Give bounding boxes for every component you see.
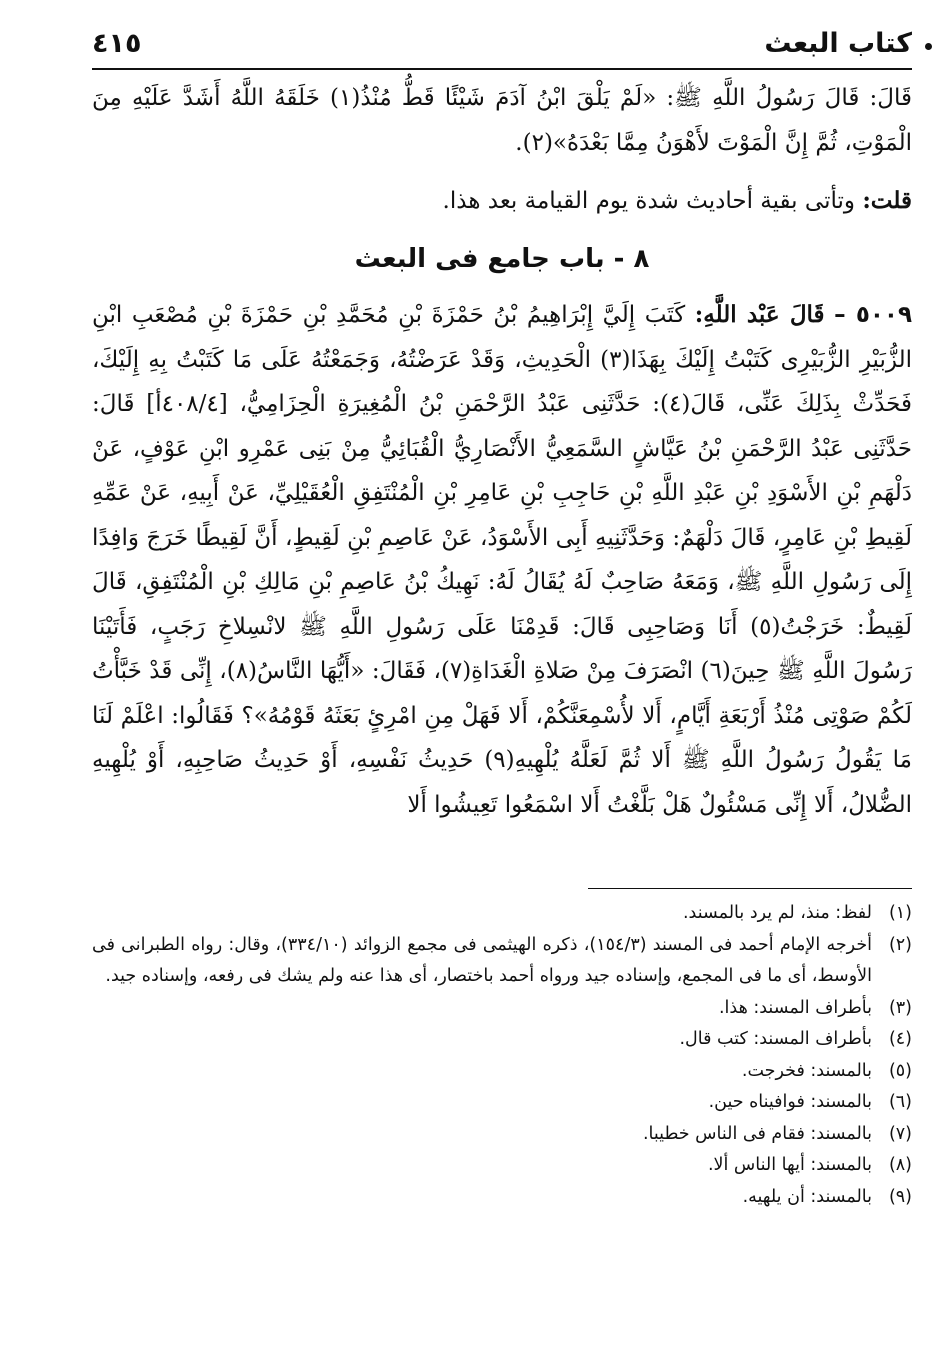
footnote	[92, 930, 912, 993]
hadith-number: ٥٠٠٩ –	[834, 302, 912, 328]
footnote-number: (٣)	[888, 997, 912, 1018]
page-number: ٤١٥	[92, 28, 142, 59]
main-text	[92, 76, 912, 827]
intro-paragraph: قَالَ: قَالَ رَسُولُ اللَّهِ ﷺ: «لَمْ يَلْقَ ابْنُ آدَمَ شَيْئًا قَطُّ مُنْذُ(١) خَلَقَهُ اللَّهُ أَشَدَّ عَلَيْهِ مِنَ الْمَوْتِ، ثُمَّ إِنَّ الْمَوْتَ لأَهْوَنُ مِمَّا بَعْدَهُ»(٢).	[92, 85, 912, 156]
footnote-text: بالمسند: فوافيناه حين.	[708, 1092, 872, 1112]
footnote-text: بالمسند: فقام فى الناس خطيبا.	[642, 1123, 872, 1144]
running-header	[92, 28, 912, 68]
footnote-text: أخرجه الإمام أحمد فى المسند (١٥٤/٣)، ذكره الهيثمى فى مجمع الزوائد (٣٣٤/١٠)، وقال: رواه الطبرانى فى الأوسط، أى ما فى المجمع، وإسناده جيد ورواه أحمد باختصار، أى هذا عنه ولم يشك فى رفعه، وإسناده جيد.	[92, 934, 872, 986]
note-paragraph	[92, 179, 912, 223]
footnote-text: بالمسند: أيها الناس ألا.	[707, 1155, 872, 1175]
footnote-number: (١)	[888, 903, 912, 923]
footnote	[92, 993, 912, 1025]
footnote-number: (٩)	[888, 1186, 912, 1207]
footnote-number: (٨)	[888, 1155, 912, 1175]
footnote	[92, 1119, 912, 1151]
hadith-narrator: قَالَ عَبْد اللَّهِ:	[694, 301, 825, 328]
footnote-divider	[588, 888, 912, 889]
note-text: وتأتى بقية أحاديث شدة يوم القيامة بعد هذا.	[442, 188, 855, 214]
bullet-dot	[925, 43, 932, 50]
footnote	[92, 1056, 912, 1088]
hadith-text: كَتَبَ إِلَيَّ إِبْرَاهِيمُ بْنُ حَمْزَةَ بْنِ مُحَمَّدِ بْنِ حَمْزَةَ بْنِ مُصْعَبِ ابْنِ الزُّبَيْرِ الزُّبَيْرِى كَتَبْتُ إِلَيْكَ بِهَذَا(٣) الْحَدِيثِ، وَقَدْ عَرَضْتُهُ، وَجَمَعْتُهُ عَلَى مَا كَتَبْتُ بِهِ إِلَيْكَ، فَحَدِّثْ بِذَلِكَ عَنِّى، قَالَ(٤): حَدَّثَنِى عَبْدُ الرَّحْمَنِ بْنُ الْمُغِيرَةِ الْحِزَامِيُّ، [٤٠٨/٤أ] قَالَ: حَدَّثَنِى عَبْدُ الرَّحْمَنِ بْنُ عَيَّاشٍ السَّمَعِيُّ الأَنْصَارِيُّ الْقُبَائِيُّ مِنْ بَنِى عَمْرِو ابْنِ عَوْفٍ، عَنْ دَلْهَمِ بْنِ الأَسْوَدِ بْنِ عَبْدِ اللَّهِ بْنِ حَاجِبِ بْنِ عَامِرِ بْنِ الْمُنْتَفِقِ الْعُقَيْلِيِّ، عَنْ أَبِيهِ، عَنْ عَمِّهِ لَقِيطِ بْنِ عَامِرٍ، قَالَ دَلْهَمٌ: وَحَدَّثَنِيهِ أَبِى الأَسْوَدُ، عَنْ عَاصِمِ بْنِ لَقِيطٍ، أَنَّ لَقِيطًا خَرَجَ وَافِدًا إِلَى رَسُولِ اللَّهِ ﷺ، وَمَعَهُ صَاحِبٌ لَهُ يُقَالُ لَهُ: نَهِيكُ بْنُ عَاصِمِ بْنِ مَالِكِ بْنِ الْمُنْتَفِقِ، قَالَ لَقِيطٌ: خَرَجْتُ(٥) أَنَا وَصَاحِبِى قَالَ: قَدِمْنَا عَلَى رَسُولِ اللَّهِ ﷺ لانْسِلاخِ رَجَبٍ، فَأَتَيْنَا رَسُولَ اللَّهِ ﷺ حِينَ(٦) انْصَرَفَ مِنْ صَلاةِ الْغَدَاةِ(٧)، فَقَالَ: «أَيُّهَا النَّاسُ(٨)، إِنِّى قَدْ خَبَّأْتُ لَكُمْ صَوْتِى مُنْذُ أَرْبَعَةِ أَيَّامٍ، أَلا لأُسْمِعَنَّكُمْ، أَلا فَهَلْ مِنِ امْرِئٍ بَعَثَهُ قَوْمُهُ»؟ فَقَالُوا: اعْلَمْ لَنَا مَا يَقُولُ رَسُولُ اللَّهِ ﷺ أَلا ثُمَّ لَعَلَّهُ يُلْهِيهِ(٩) حَدِيثُ نَفْسِهِ، أَوْ حَدِيثُ صَاحِبِهِ، أَوْ يُلْهِيهِ الضُّلالُ، أَلا إِنِّى مَسْئُولٌ هَلْ بَلَّغْتُ أَلا اسْمَعُوا تَعِيشُوا أَلا	[92, 302, 913, 818]
footnote	[92, 1150, 912, 1182]
footnotes	[92, 898, 912, 1213]
footnote-text: بالمسند: أن يلهيه.	[742, 1186, 872, 1207]
note-label: قلت:	[862, 187, 912, 214]
footnote-text: بأطراف المسند: هذا.	[718, 997, 872, 1018]
footnote	[92, 898, 912, 930]
hadith-paragraph	[92, 293, 912, 827]
footnote-text: بأطراف المسند: كتب قال.	[679, 1029, 872, 1049]
footnote	[92, 1182, 912, 1214]
footnote-number: (٧)	[888, 1123, 912, 1144]
footnote-number: (٤)	[888, 1029, 912, 1049]
header-divider	[92, 68, 912, 70]
footnote-number: (٢)	[888, 934, 912, 955]
footnote-number: (٦)	[888, 1092, 912, 1112]
footnote-text: بالمسند: فخرجت.	[741, 1060, 872, 1081]
footnote-number: (٥)	[888, 1060, 912, 1081]
section-heading: ٨ - باب جامع فى البعث	[354, 244, 650, 274]
footnote-text: لفظ: منذ، لم يرد بالمسند.	[682, 903, 872, 923]
running-title: كتاب البعث	[764, 28, 912, 59]
footnote	[92, 1087, 912, 1119]
footnote	[92, 1024, 912, 1056]
